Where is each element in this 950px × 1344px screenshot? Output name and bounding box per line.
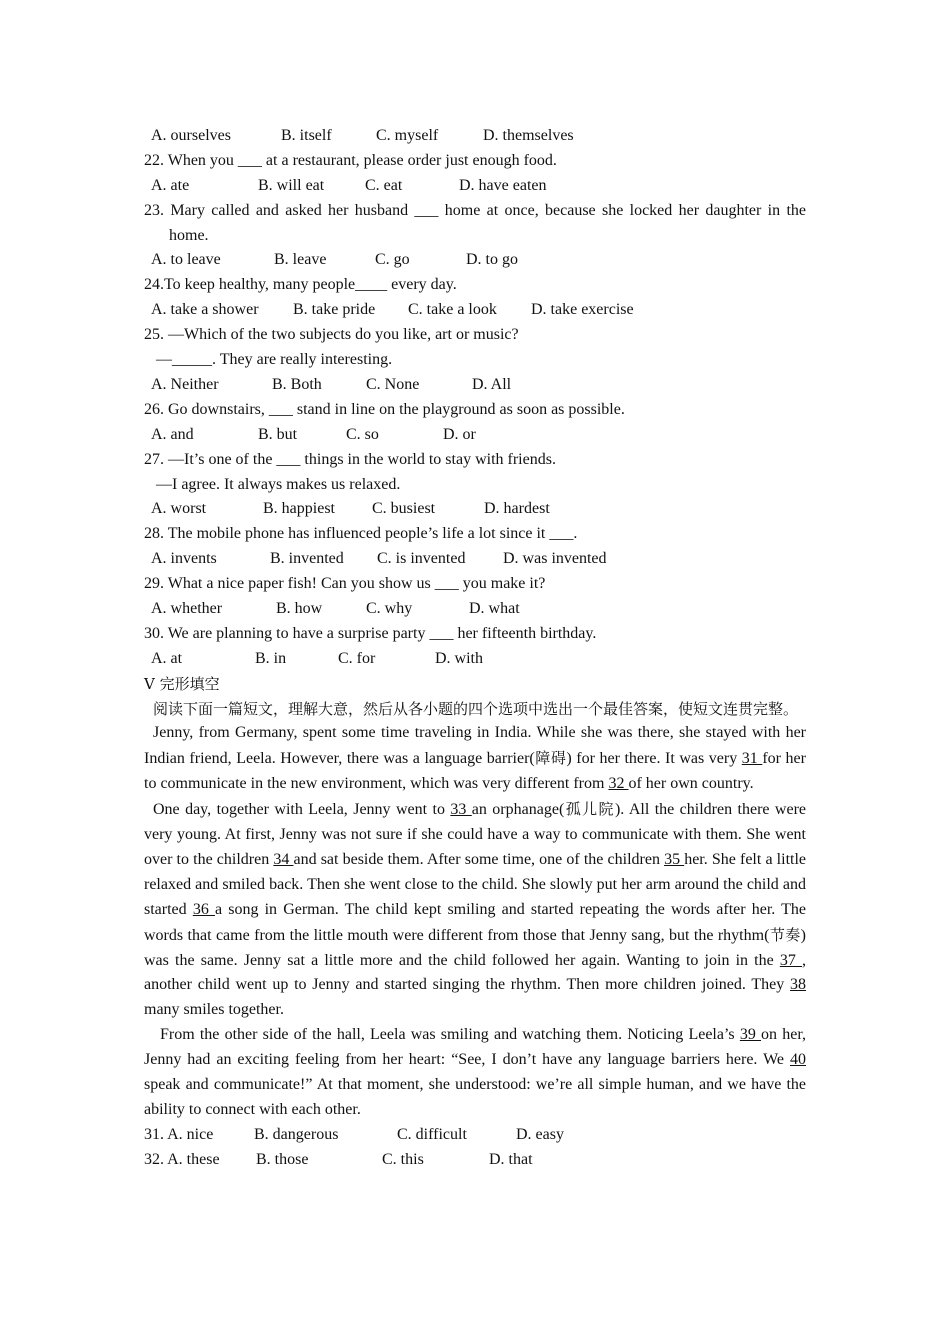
q25-option-c: C. None [366,375,420,393]
chinese-gloss: 孤儿院 [564,800,615,819]
q31-option-a: 31. A. nice [144,1125,214,1143]
chinese-gloss: 障碍 [534,749,567,768]
q26-stem: 26. Go downstairs, ___ stand in line on the playground as soon as possible. [144,400,625,418]
q25-reply: —_____. They are really interesting. [156,351,393,369]
passage-text: of her own country. [628,775,754,793]
q30-option-d: D. with [435,649,483,667]
q23-option-d: D. to go [466,251,518,269]
q31-option-c: C. difficult [397,1125,467,1143]
q27-stem: 27. —It’s one of the ___ things in the world to stay with friends. [144,450,556,468]
q29-option-d: D. what [469,599,520,617]
blank-36: 36 [192,900,215,918]
passage-text: From the other side of the hall, Leela was smiling and watching them. Noticing Leela’s [160,1026,740,1044]
q32-option-d: D. that [489,1150,533,1168]
q27-option-a: A. worst [151,500,207,518]
passage-paragraph-2 [144,797,806,1023]
q22-option-d: D. have eaten [459,176,547,194]
blank-31: 31 [741,750,763,768]
q30-stem: 30. We are planning to have a surprise party ___ her fifteenth birthday. [144,624,597,642]
q28-option-d: D. was invented [503,550,607,568]
q27-options [144,497,806,522]
q23-option-c: C. go [375,251,410,269]
q26-option-c: C. so [346,425,379,443]
section-instruction: 阅读下面一篇短文，理解大意，然后从各小题的四个选项中选出一个最佳答案，使短文连贯完整。 [153,699,799,718]
q21-option-c: C. myself [376,127,439,144]
exam-page [144,124,806,1173]
passage-paragraph-1 [144,721,806,797]
q22-options [144,174,806,199]
passage-text: many smiles together. [144,1001,284,1019]
q23-options [144,248,806,273]
passage-text: for her to communicate in the new environment, which was very different from [144,750,806,793]
q24-option-c: C. take a look [408,301,497,319]
q31-options [144,1123,806,1148]
blank-33: 33 [450,801,472,819]
q27-option-b: B. happiest [263,500,335,518]
q29-option-c: C. why [366,599,413,617]
passage-text: One day, together with Leela, Jenny went to [153,801,451,819]
q26-option-b: B. but [258,425,298,443]
q28-option-b: B. invented [270,550,344,568]
passage-text: on her, Jenny had an exciting feeling from her heart: “See, I don’t have any language barriers here. We [144,1026,807,1069]
q30-options [144,647,806,672]
q27-option-d: D. hardest [484,500,550,518]
q26-option-d: D. or [443,425,476,443]
q24-options [144,298,806,323]
q22-option-b: B. will eat [258,176,325,194]
q22-stem: 22. When you ___ at a restaurant, please order just enough food. [144,151,557,169]
blank-40: 40 [790,1051,806,1069]
blank-32: 32 [608,775,629,793]
section-heading: V 完形填空 [144,674,220,693]
q29-options [144,597,806,622]
q28-options [144,547,806,572]
q21-options [144,124,806,149]
passage-text: and sat beside them. After some time, one of the children [293,850,665,868]
passage-text: Jenny, from Germany, spent some time traveling in India. While she was there, she stayed with her Indian friend, Leela. However, there was a language barrier( [144,724,806,768]
q32-option-c: C. this [382,1150,424,1168]
passage-paragraph-3 [144,1023,806,1123]
passage-text: speak and communicate!” At that moment, she understood: we’re all simple human, and we have the ability to connect with each other. [144,1076,806,1119]
passage-text: an orphanage( [471,801,565,819]
q23-option-b: B. leave [274,251,327,269]
q27-reply: —I agree. It always makes us relaxed. [156,475,401,493]
q31-option-b: B. dangerous [254,1125,339,1143]
q22-option-a: A. ate [151,176,190,194]
q21-option-d: D. themselves [483,127,574,144]
q30-option-a: A. at [151,649,183,667]
q24-option-b: B. take pride [293,301,376,319]
q25-option-a: A. Neither [151,375,219,393]
blank-35: 35 [664,850,685,868]
q23-option-a: A. to leave [151,251,221,269]
passage-text: ) was the same. Jenny sat a little more and the child followed her again. Wanting to join in the [144,926,806,969]
q24-stem: 24.To keep healthy, many people____ every day. [144,276,457,294]
q29-option-b: B. how [276,599,323,617]
q24-option-a: A. take a shower [151,301,259,319]
q27-option-c: C. busiest [372,500,436,518]
passage-text: ). All the children there were very young. At first, Jenny was not sure if she could have a way to communicate with them. She went over to the children [144,801,806,868]
q24-option-d: D. take exercise [531,301,634,319]
q28-option-c: C. is invented [377,550,466,568]
blank-39: 39 [739,1026,762,1044]
q25-options [144,373,806,398]
passage-text: her. She felt a little relaxed and smiled back. Then she went close to the child. She slowly put her arm around the child and started [144,850,806,918]
passage-text: , another child went up to Jenny and started singing the rhythm. Then more children joined. They [144,951,807,994]
blank-34: 34 [273,850,294,868]
q32-option-a: 32. A. these [144,1150,220,1168]
q28-stem: 28. The mobile phone has influenced people’s life a lot since it ___. [144,525,578,543]
q32-options [144,1148,806,1173]
q30-option-b: B. in [255,649,287,667]
q26-options [144,423,806,448]
passage-text: a song in German. The child kept smiling and started repeating the words after her. The words that came from the little mouth were different from those that Jenny sang, but the rhythm( [144,900,807,944]
q21-option-a: A. ourselves [151,127,231,144]
passage-text: ) for her there. It was very [566,750,742,768]
q28-option-a: A. invents [151,550,217,568]
q31-option-d: D. easy [516,1125,564,1143]
q29-stem: 29. What a nice paper fish! Can you show us ___ you make it? [144,575,546,593]
q22-option-c: C. eat [365,176,403,194]
blank-37: 37 [779,951,803,969]
q26-option-a: A. and [151,425,194,443]
q30-option-c: C. for [338,649,376,667]
q25-stem: 25. —Which of the two subjects do you like, art or music? [144,326,519,344]
chinese-gloss: 节奏 [769,925,801,944]
blank-38: 38 [790,976,806,994]
q25-option-b: B. Both [272,375,322,393]
q21-option-b: B. itself [281,127,332,144]
q29-option-a: A. whether [151,599,223,617]
q23-stem: 23. Mary called and asked her husband ___ home at once, because she locked her daughter in the home. [144,201,806,244]
q25-option-d: D. All [472,375,512,393]
q32-option-b: B. those [256,1150,309,1168]
